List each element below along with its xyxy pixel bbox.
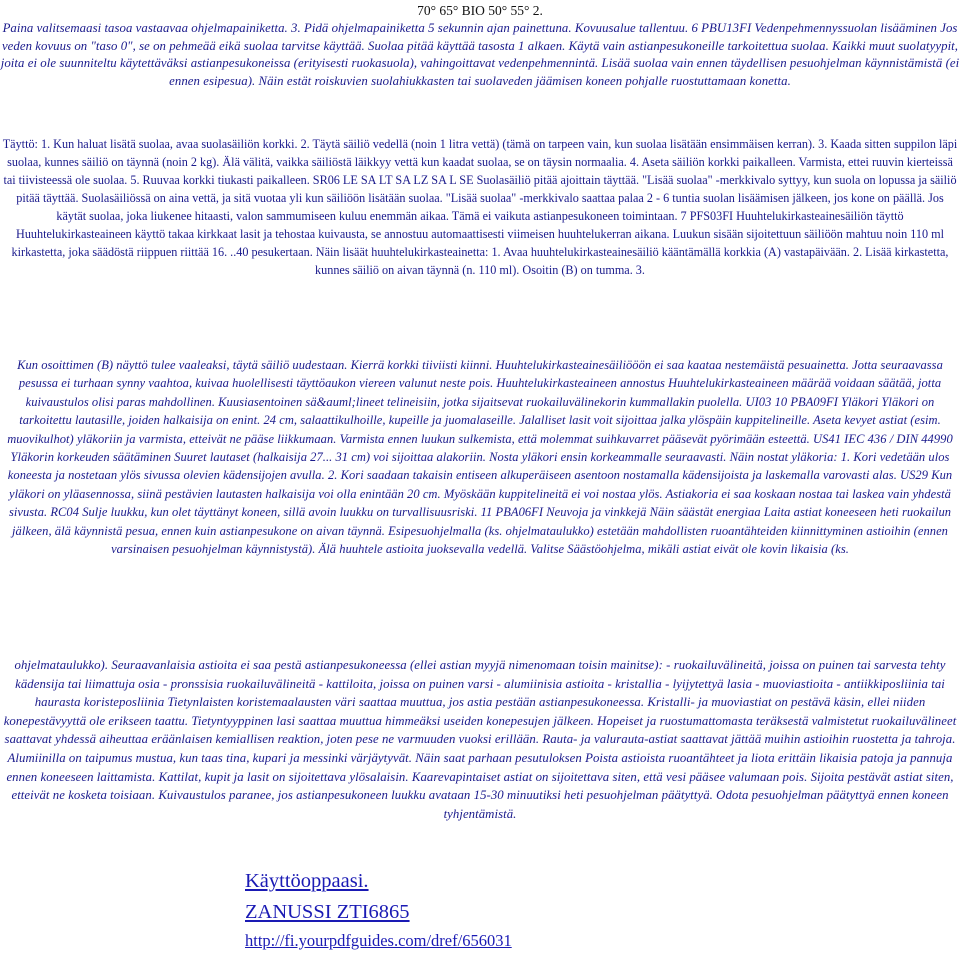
model-link[interactable]: ZANUSSI ZTI6865 (245, 901, 410, 923)
manual-title-link[interactable]: Käyttöoppaasi. (245, 870, 369, 892)
salt-and-rinse-aid-instructions: Täyttö: 1. Kun haluat lisätä suolaa, avaa suolasäiliön korkki. 2. Täytä säiliö vedellä (noin 1 litra vettä) (tämä on tarpeen vain, kun suolaa lisätään ensimmäisen kerran). 3. Kaada sitten suppilon läpi suolaa, kunnes säiliö on täynnä (noin 2 kg). Älä välitä, vaikka säiliöstä läikkyy vettä kun kaadat suolaa, se on täysin normaalia. 4. Aseta säiliön korkki paikalleen. Varmista, ettei ruuvin kierteissä tai tiivisteessä ole suolaa. 5. Ruuvaa korkki tiukasti paikalleen. SR06 LE SA LT SA LZ SA L SE Suolasäiliö pitää ajoittain täyttää. "Lisää suolaa" -merkkivalo syttyy, kun suola on lopussa ja säiliö pitää täyttää. Suolasäiliössä on aina vettä, ja sitä vuotaa yli kun säiliöön lisätään suolaa. "Lisää suolaa" -merkkivalo saattaa palaa 2 - 6 tuntia suolan lisäämisen jälkeen, jos kone on päällä. Jos käytät suolaa, joka liukenee hitaasti, valon sammumiseen kuluu enemmän aikaa. Tämä ei vaikuta astianpesukoneen toimintaan. 7 PFS03FI Huuhtelukirkasteainesäiliön täyttö Huuhtelukirkasteaineen käyttö takaa kirkkaat lasit ja tehostaa kuivausta, se annostuu automaattisesti viimeisen huuhtelukerran aikana. Luukun sisään sijoitettuun säiliöön mahtuu noin 110 ml kirkastetta, joka säädöstä riippuen riittää 16. ..40 pesukertaan. Näin lisäät huuhtelukirkasteainetta: 1. Avaa huuhtelukirkasteainesäiliö kääntämällä korkkia (A) vastapäivään. 2. Lisää kirkastetta, kunnes säiliö on aivan täynnä (n. 110 ml). Osoitin (B) on tumma. 3. (2, 137, 958, 277)
intro-paragraph: Paina valitsemaasi tasoa vastaavaa ohjelmapainiketta. 3. Pidä ohjelmapainiketta 5 sekunnin ajan painettuna. Kovuusalue tallentuu. 6 PBU13FI Vedenpehmennyssuolan lisääminen Jos veden kovuus on "taso 0", se on pehmeää eikä suolaa tarvitse käyttää. Suolaa pitää käyttää tasosta 1 alkaen. Käytä vain astianpesukoneille tarkoitettua suolaa. Kaikki muut suolatyypit, joita ei ole suunniteltu käytettäväksi astianpesukoneissa (erityisesti ruokasuola), vahingoittavat vedenpehmennintä. Lisää suolaa vain ennen täydellisen pesuohjelman käynnistämistä (ei ennen esipesua). Näin estät roiskuvien suolahiukkasten tai suolaveden jäämisen koneen pohjalle ruostuttamaan konetta. (0, 21, 960, 88)
header-temperatures: 70° 65° BIO 50° 55° 2. (417, 3, 543, 18)
footer-links (245, 866, 512, 953)
guide-url-link[interactable]: http://fi.yourpdfguides.com/dref/656031 (245, 931, 512, 950)
baskets-and-tips-paragraph: Kun osoittimen (B) näyttö tulee vaaleaksi, täytä säiliö uudestaan. Kierrä korkki tiiviisti kiinni. Huuhtelukirkasteainesäiliööön ei saa kaataa nestemäistä pesuainetta. Jotta seuraavassa pesussa ei turhaan synny vaahtoa, kuivaa huolellisesti täyttöaukon viereen valunut neste pois. Huuhtelukirkasteaineen annostus Huuhtelukirkasteaineen määrää voidaan säätää, jotta kuivaustulos olisi paras mahdollinen. Kuusiasentoinen sä&auml;lineet telineisiin, jotka sijaitsevat ruokailuvälinekorin kummallakin puolella. UI03 10 PBA09FI Yläkori Yläkori on tarkoitettu lautasille, joiden halkaisija on enint. 24 cm, salaattikulhoille, kupeille ja juomalaseille. Jalalliset lasit voit sijoittaa jalka ylöspäin kuppitelineille. Aseta kevyet astiat (esim. muovikulhot) yläkoriin ja varmista, etteivät ne pääse liikkumaan. Varmista ennen luukun sulkemista, että molemmat suihkuvarret pääsevät pyörimään esteettä. US41 IEC 436 / DIN 44990 Yläkorin korkeuden säätäminen Suuret lautaset (halkaisija 27... 31 cm) voi sijoittaa alakoriin. Nosta yläkori ensin korkeammalle seuraavasti. Näin nostat yläkoria: 1. Kori vedetään ulos koneesta ja nostetaan ylös sivussa olevien kädensijojen avulla. 2. Kori saadaan takaisin entiseen alkuperäiseen asentoon nostamalla kädensijoista ja laskemalla varovasti alas. US29 Kun yläkori on yläasennossa, siinä pestävien lautasten halkaisija voi olla enintään 20 cm. Myöskään kuppitelineitä ei voi nostaa ylös. Astiakoria ei saa koskaan nostaa tai laskea vain yhdestä sivusta. RC04 Sulje luukku, kun olet täyttänyt koneen, sillä avoin luukku on turvallisuusriski. 11 PBA06FI Neuvoja ja vinkkejä Näin säästät energiaa Laita astiat koneeseen heti ruokailun jälkeen, älä käynnistä pesua, ennen kuin astianpesukone on aivan täynnä. Esipesuohjelmalla (ks. ohjelmataulukko) estetään mahdollisten ruoantähteiden kiinnittyminen astioihin (ennen varsinaisen pesuohjelman käynnistystä). Älä huuhtele astioita juoksevalla vedellä. Valitse Säästöohjelma, mikäli astiat eivät ole kovin likaisia (ks. (7, 358, 953, 557)
washing-advice-paragraph: ohjelmataulukko). Seuraavanlaisia astioita ei saa pestä astianpesukoneessa (ellei astian myyjä nimenomaan toisin mainitse): - ruokailuvälineitä, joissa on puinen tai sarvesta tehty kädensija tai liimattuja osia - pronssisia ruokailuvälineitä - kattiloita, joissa on puinen varsi - alumiinisia astioita - kristallia - lyijytettyä lasia - muoviastioita - antiikkiposliinia tai haurasta koristeposliinia Tietynlaisten koristemaalausten väri saattaa muuttua, jos astia pestään astianpesukoneessa. Kristalli- ja muoviastiat on pestävä käsin, ellei niiden konepestävyyttä ole erikseen taattu. Tietyntyyppinen lasi saattaa muuttua himmeäksi useiden konepesujen jälkeen. Hopeiset ja ruostumattomasta teräksestä valmistetut ruokailuvälineet saattavat yhdessä aiheuttaa eräänlaisen kemiallisen reaktion, joten pese ne varmuuden vuoksi erillään. Rauta- ja valurauta-astiat saattavat jättää muihin astioihin ruostetta ja tahroja. Alumiinilla on taipumus mustua, kun taas tina, kupari ja messinki värjäytyvät. Näin saat parhaan pesutuloksen Poista astioista ruoantähteet ja liota erittäin likaisia patoja ja pannuja ennen koneeseen laittamista. Kattilat, kupit ja lasit on sijoitettava ylösalaisin. Kaarevapintaiset astiat on sijoitettava siten, että vesi pääsee valumaan pois. Sijoita pestävät astiat siten, etteivät ne kosketa toisiaan. Kuivaustulos paranee, jos astianpesukoneen luukku avataan 15-30 minuutiksi heti pesuohjelman päätyttyä. Odota pesuohjelman päätyttyä ennen koneen tyhjentämistä. (3, 658, 957, 821)
